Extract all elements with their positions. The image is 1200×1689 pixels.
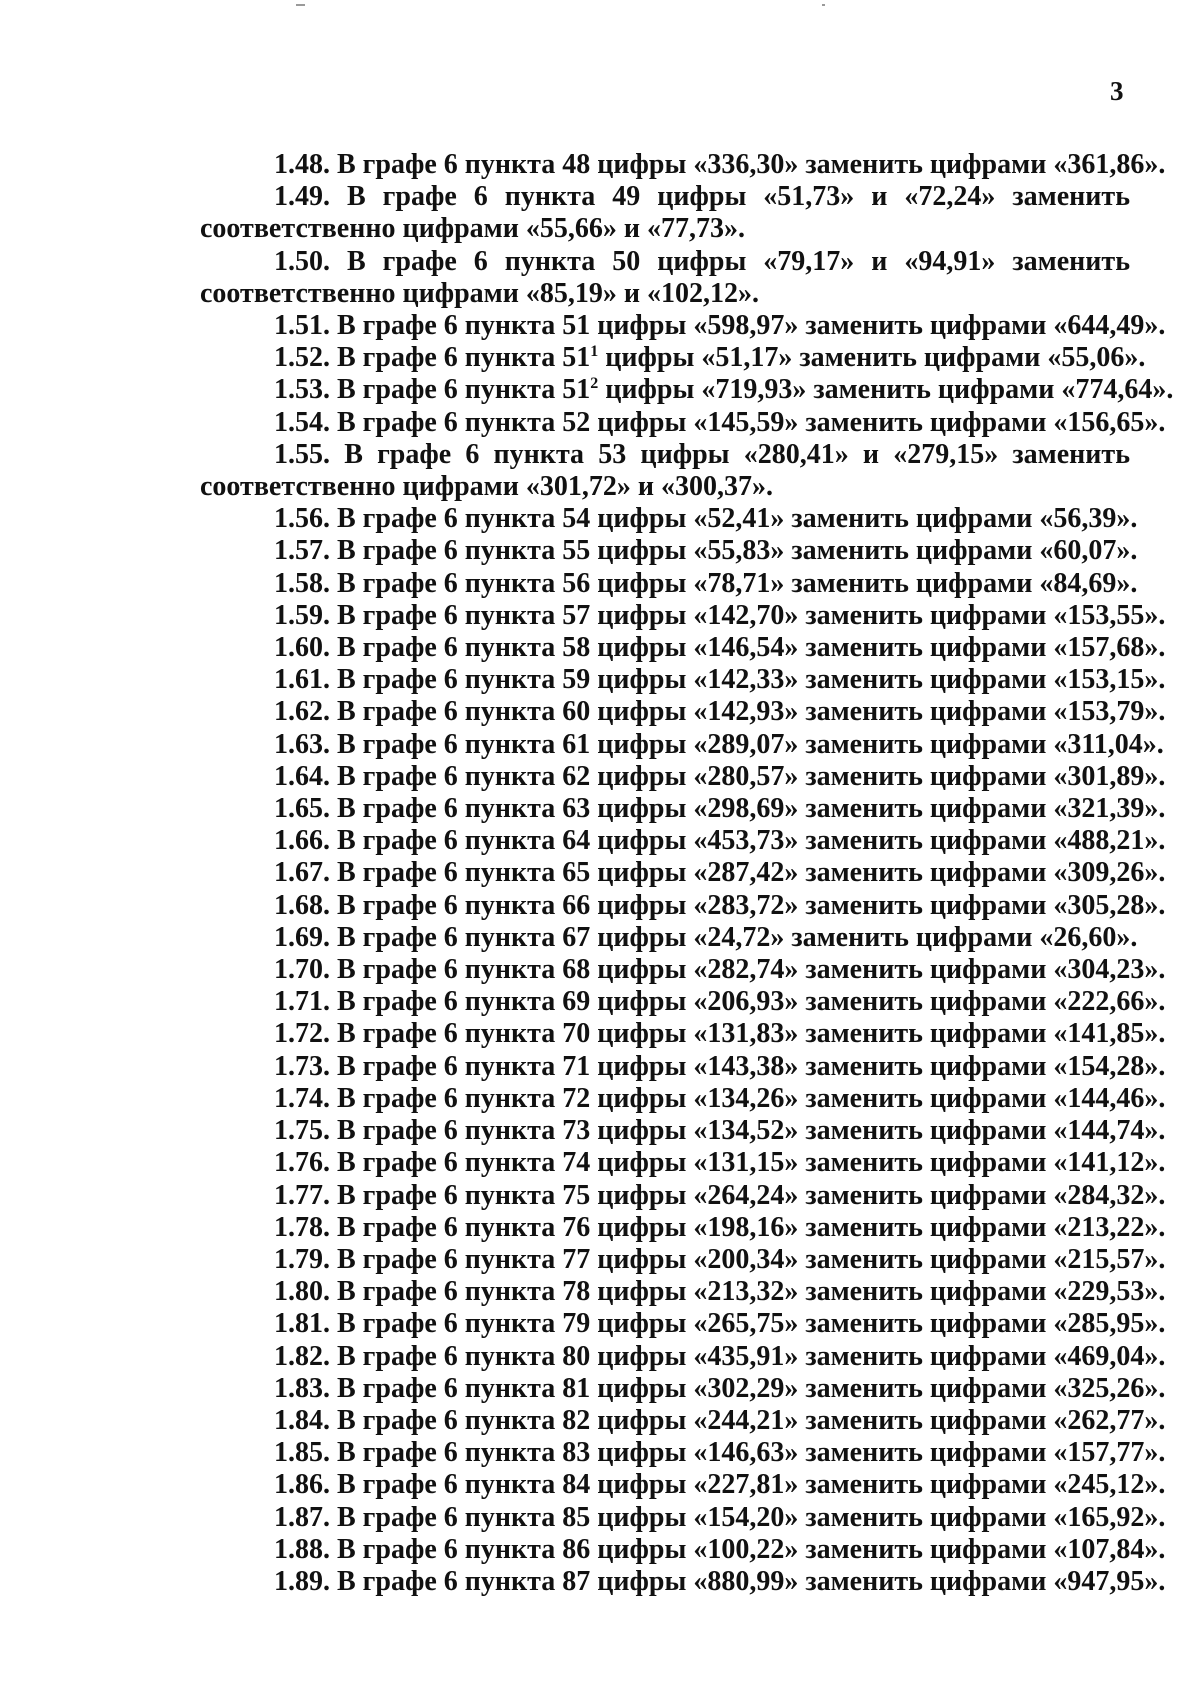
amendment-item: 1.67. В графе 6 пункта 65 цифры «287,42» заменить цифрами «309,26». [274,857,1166,889]
amendment-item: 1.73. В графе 6 пункта 71 цифры «143,38» заменить цифрами «154,28». [274,1050,1166,1082]
scan-artifact-mark [296,4,305,6]
amendment-item: 1.74. В графе 6 пункта 72 цифры «134,26» заменить цифрами «144,46». [274,1082,1166,1114]
amendment-item: 1.85. В графе 6 пункта 83 цифры «146,63» заменить цифрами «157,77». [274,1437,1166,1469]
amendment-item: 1.75. В графе 6 пункта 73 цифры «134,52» заменить цифрами «144,74». [274,1115,1166,1147]
amendment-item: 1.59. В графе 6 пункта 57 цифры «142,70» заменить цифрами «153,55». [274,599,1166,631]
amendment-item: 1.68. В графе 6 пункта 66 цифры «283,72» заменить цифрами «305,28». [274,889,1166,921]
amendment-item: 1.72. В графе 6 пункта 70 цифры «131,83» заменить цифрами «141,85». [274,1018,1166,1050]
amendment-item: 1.84. В графе 6 пункта 82 цифры «244,21» заменить цифрами «262,77». [274,1404,1166,1436]
amendment-item: 1.55. В графе 6 пункта 53 цифры «280,41» и «279,15» заменить соответственно цифрами «301,72» и «300,37». [200,438,1130,503]
amendment-item: 1.80. В графе 6 пункта 78 цифры «213,32» заменить цифрами «229,53». [274,1276,1166,1308]
scan-artifact-mark [822,4,825,6]
amendment-item: 1.62. В графе 6 пункта 60 цифры «142,93» заменить цифрами «153,79». [274,696,1166,728]
amendment-item [200,342,1146,374]
amendment-text-before: 1.52. В графе 6 пункта 51 [274,342,591,374]
amendment-text-after: цифры «719,93» заменить цифрами «774,64». [598,374,1174,406]
amendment-item: 1.58. В графе 6 пункта 56 цифры «78,71» заменить цифрами «84,69». [274,567,1138,599]
amendment-item: 1.81. В графе 6 пункта 79 цифры «265,75» заменить цифрами «285,95». [274,1308,1166,1340]
amendment-item: 1.77. В графе 6 пункта 75 цифры «264,24» заменить цифрами «284,32». [274,1179,1166,1211]
amendment-item: 1.66. В графе 6 пункта 64 цифры «453,73» заменить цифрами «488,21». [274,825,1166,857]
amendment-item: 1.54. В графе 6 пункта 52 цифры «145,59» заменить цифрами «156,65». [274,406,1166,438]
superscript-index: 2 [590,375,599,393]
amendment-item: 1.88. В графе 6 пункта 86 цифры «100,22» заменить цифрами «107,84». [274,1533,1166,1565]
amendment-list [200,149,1174,1598]
amendment-item: 1.83. В графе 6 пункта 81 цифры «302,29» заменить цифрами «325,26». [274,1372,1166,1404]
amendment-item: 1.57. В графе 6 пункта 55 цифры «55,83» заменить цифрами «60,07». [274,535,1138,567]
amendment-item: 1.78. В графе 6 пункта 76 цифры «198,16» заменить цифрами «213,22». [274,1211,1166,1243]
amendment-item: 1.79. В графе 6 пункта 77 цифры «200,34» заменить цифрами «215,57». [274,1243,1166,1275]
amendment-item: 1.60. В графе 6 пункта 58 цифры «146,54» заменить цифрами «157,68». [274,632,1166,664]
amendment-item: 1.69. В графе 6 пункта 67 цифры «24,72» заменить цифрами «26,60». [274,921,1138,953]
amendment-item [200,374,1174,406]
amendment-item: 1.89. В графе 6 пункта 87 цифры «880,99» заменить цифрами «947,95». [274,1565,1166,1597]
amendment-item: 1.86. В графе 6 пункта 84 цифры «227,81» заменить цифрами «245,12». [274,1469,1166,1501]
amendment-item: 1.70. В графе 6 пункта 68 цифры «282,74» заменить цифрами «304,23». [274,954,1166,986]
amendment-item: 1.82. В графе 6 пункта 80 цифры «435,91» заменить цифрами «469,04». [274,1340,1166,1372]
amendment-item: 1.87. В графе 6 пункта 85 цифры «154,20» заменить цифрами «165,92». [274,1501,1166,1533]
amendment-item: 1.50. В графе 6 пункта 50 цифры «79,17» и «94,91» заменить соответственно цифрами «85,19» и «102,12». [200,245,1130,309]
amendment-item: 1.48. В графе 6 пункта 48 цифры «336,30» заменить цифрами «361,86». [274,149,1166,180]
amendment-item: 1.65. В графе 6 пункта 63 цифры «298,69» заменить цифрами «321,39». [274,793,1166,825]
amendment-item: 1.56. В графе 6 пункта 54 цифры «52,41» заменить цифрами «56,39». [274,503,1138,535]
amendment-text-before: 1.53. В графе 6 пункта 51 [274,374,591,406]
amendment-item: 1.71. В графе 6 пункта 69 цифры «206,93» заменить цифрами «222,66». [274,986,1166,1018]
amendment-item: 1.51. В графе 6 пункта 51 цифры «598,97» заменить цифрами «644,49». [274,310,1166,342]
amendment-item: 1.76. В графе 6 пункта 74 цифры «131,15» заменить цифрами «141,12». [274,1147,1166,1179]
superscript-index: 1 [590,343,599,361]
amendment-text-after: цифры «51,17» заменить цифрами «55,06». [598,342,1146,374]
amendment-item: 1.63. В графе 6 пункта 61 цифры «289,07» заменить цифрами «311,04». [274,728,1164,760]
amendment-item: 1.49. В графе 6 пункта 49 цифры «51,73» и «72,24» заменить соответственно цифрами «55,66» и «77,73». [200,181,1130,245]
page-number: 3 [1110,76,1124,106]
amendment-item: 1.61. В графе 6 пункта 59 цифры «142,33» заменить цифрами «153,15». [274,664,1166,696]
amendment-item: 1.64. В графе 6 пункта 62 цифры «280,57» заменить цифрами «301,89». [274,760,1166,792]
